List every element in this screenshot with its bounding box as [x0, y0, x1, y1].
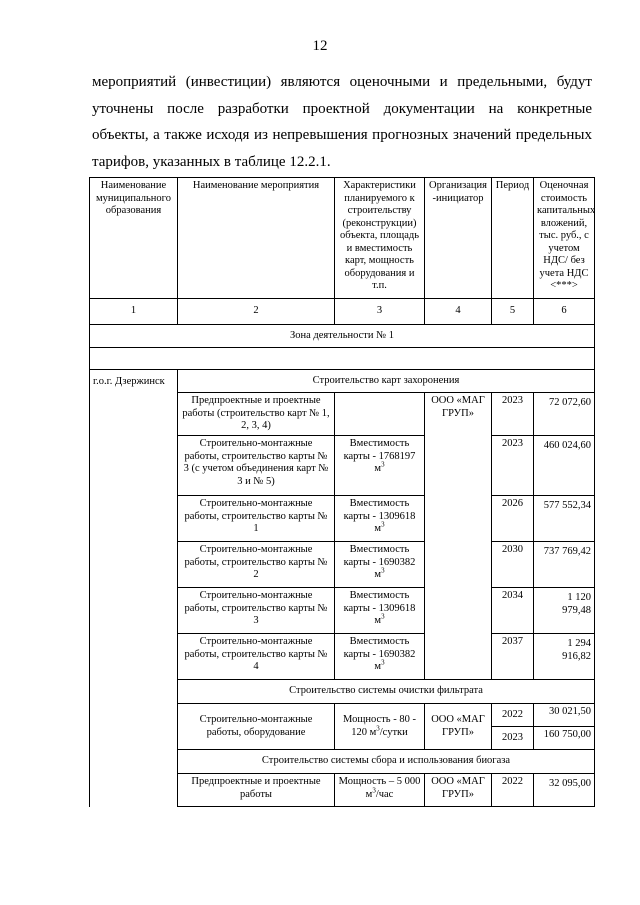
measure-characteristics: Вместимость карты - 1768197 $м^3$ — [335, 436, 425, 496]
empty-row — [90, 348, 595, 370]
period: 2037 — [492, 634, 534, 680]
page-number: 12 — [312, 38, 328, 54]
header-cell: Период — [492, 178, 534, 299]
measure-name: Предпроектные и проектные работы (строительство карт № 1, 2, 3, 4) — [178, 393, 335, 436]
header-cell: Организация -инициатор — [425, 178, 492, 299]
measure-characteristics: Мощность - 80 - 120 $м^3$/сутки — [335, 704, 425, 750]
intro-line: уточнены после разработки проектной документации на конкретные — [92, 100, 592, 117]
cost: 737 769,42 — [534, 542, 595, 588]
measure-name: Строительно-монтажные работы, строительство карты № 1 — [178, 496, 335, 542]
cost: 460 024,60 — [534, 436, 595, 496]
period: 2022 — [492, 774, 534, 807]
measure-name: Строительно-монтажные работы, строительство карты № 3 (с учетом объединения карт № 3 и № 5) — [178, 436, 335, 496]
cost: 1 294 916,82 — [534, 634, 595, 680]
period: 2023 — [492, 727, 534, 750]
intro-line: мероприятий (инвестиции) являются оценочными и предельными, будут — [92, 74, 592, 90]
organization: ООО «МАГ ГРУП» — [425, 393, 492, 680]
measure-name: Строительно-монтажные работы, строительство карты № 4 — [178, 634, 335, 680]
cost: 72 072,60 — [534, 393, 595, 436]
measure-characteristics: Вместимость карты - 1309618 $м^3$ — [335, 588, 425, 634]
cost: 160 750,00 — [534, 727, 595, 750]
municipality-cell: г.о.г. Дзержинск — [90, 370, 178, 807]
measure-name: Предпроектные и проектные работы — [178, 774, 335, 807]
section-title: Строительство карт захоронения — [178, 370, 595, 393]
period: 2034 — [492, 588, 534, 634]
intro-line: тарифов, указанных в таблице 12.2.1. — [92, 153, 331, 170]
measure-characteristics: Вместимость карты - 1309618 $м^3$ — [335, 496, 425, 542]
measure-name: Строительно-монтажные работы, строительство карты № 3 — [178, 588, 335, 634]
measure-name: Строительно-монтажные работы, оборудование — [178, 704, 335, 750]
organization: ООО «МАГ ГРУП» — [425, 704, 492, 750]
section-title: Строительство системы очистки фильтрата — [178, 680, 595, 704]
cost: 1 120 979,48 — [534, 588, 595, 634]
intro-paragraph — [92, 69, 592, 175]
zone-title: Зона деятельности № 1 — [90, 325, 595, 348]
column-number: 3 — [335, 299, 425, 325]
cost: 30 021,50 — [534, 704, 595, 727]
zone-row — [90, 325, 595, 348]
column-number: 5 — [492, 299, 534, 325]
measure-characteristics: Мощность – 5 000 $м^3$/час — [335, 774, 425, 807]
header-cell: Наименование муниципального образования — [90, 178, 178, 299]
measure-characteristics: Вместимость карты - 1690382 $м^3$ — [335, 634, 425, 680]
header-cell: Оценочная стоимость капитальных вложений, тыс. руб., с учетом НДС/ без учета НДС <***> — [534, 178, 595, 299]
column-number: 6 — [534, 299, 595, 325]
cost: 32 095,00 — [534, 774, 595, 807]
period: 2030 — [492, 542, 534, 588]
measure-characteristics — [335, 393, 425, 436]
period: 2022 — [492, 704, 534, 727]
measure-characteristics: Вместимость карты - 1690382 $м^3$ — [335, 542, 425, 588]
investment-table — [89, 177, 595, 807]
section-row — [90, 370, 595, 393]
period: 2026 — [492, 496, 534, 542]
section-title: Строительство системы сбора и использования биогаза — [178, 750, 595, 774]
intro-line: объекты, а также исходя из непревышения прогнозных значений предельных — [92, 127, 592, 143]
cost: 577 552,34 — [534, 496, 595, 542]
measure-name: Строительно-монтажные работы, строительство карты № 2 — [178, 542, 335, 588]
column-number: 4 — [425, 299, 492, 325]
empty-cell — [90, 348, 595, 370]
table-header-row — [90, 178, 595, 299]
period: 2023 — [492, 393, 534, 436]
column-number-row — [90, 299, 595, 325]
column-number: 2 — [178, 299, 335, 325]
organization: ООО «МАГ ГРУП» — [425, 774, 492, 807]
column-number: 1 — [90, 299, 178, 325]
header-cell: Характеристики планируемого к строительству (реконструкции) объекта, площадь и вместимость карт, мощность оборудования и т.п. — [335, 178, 425, 299]
header-cell: Наименование мероприятия — [178, 178, 335, 299]
period: 2023 — [492, 436, 534, 496]
